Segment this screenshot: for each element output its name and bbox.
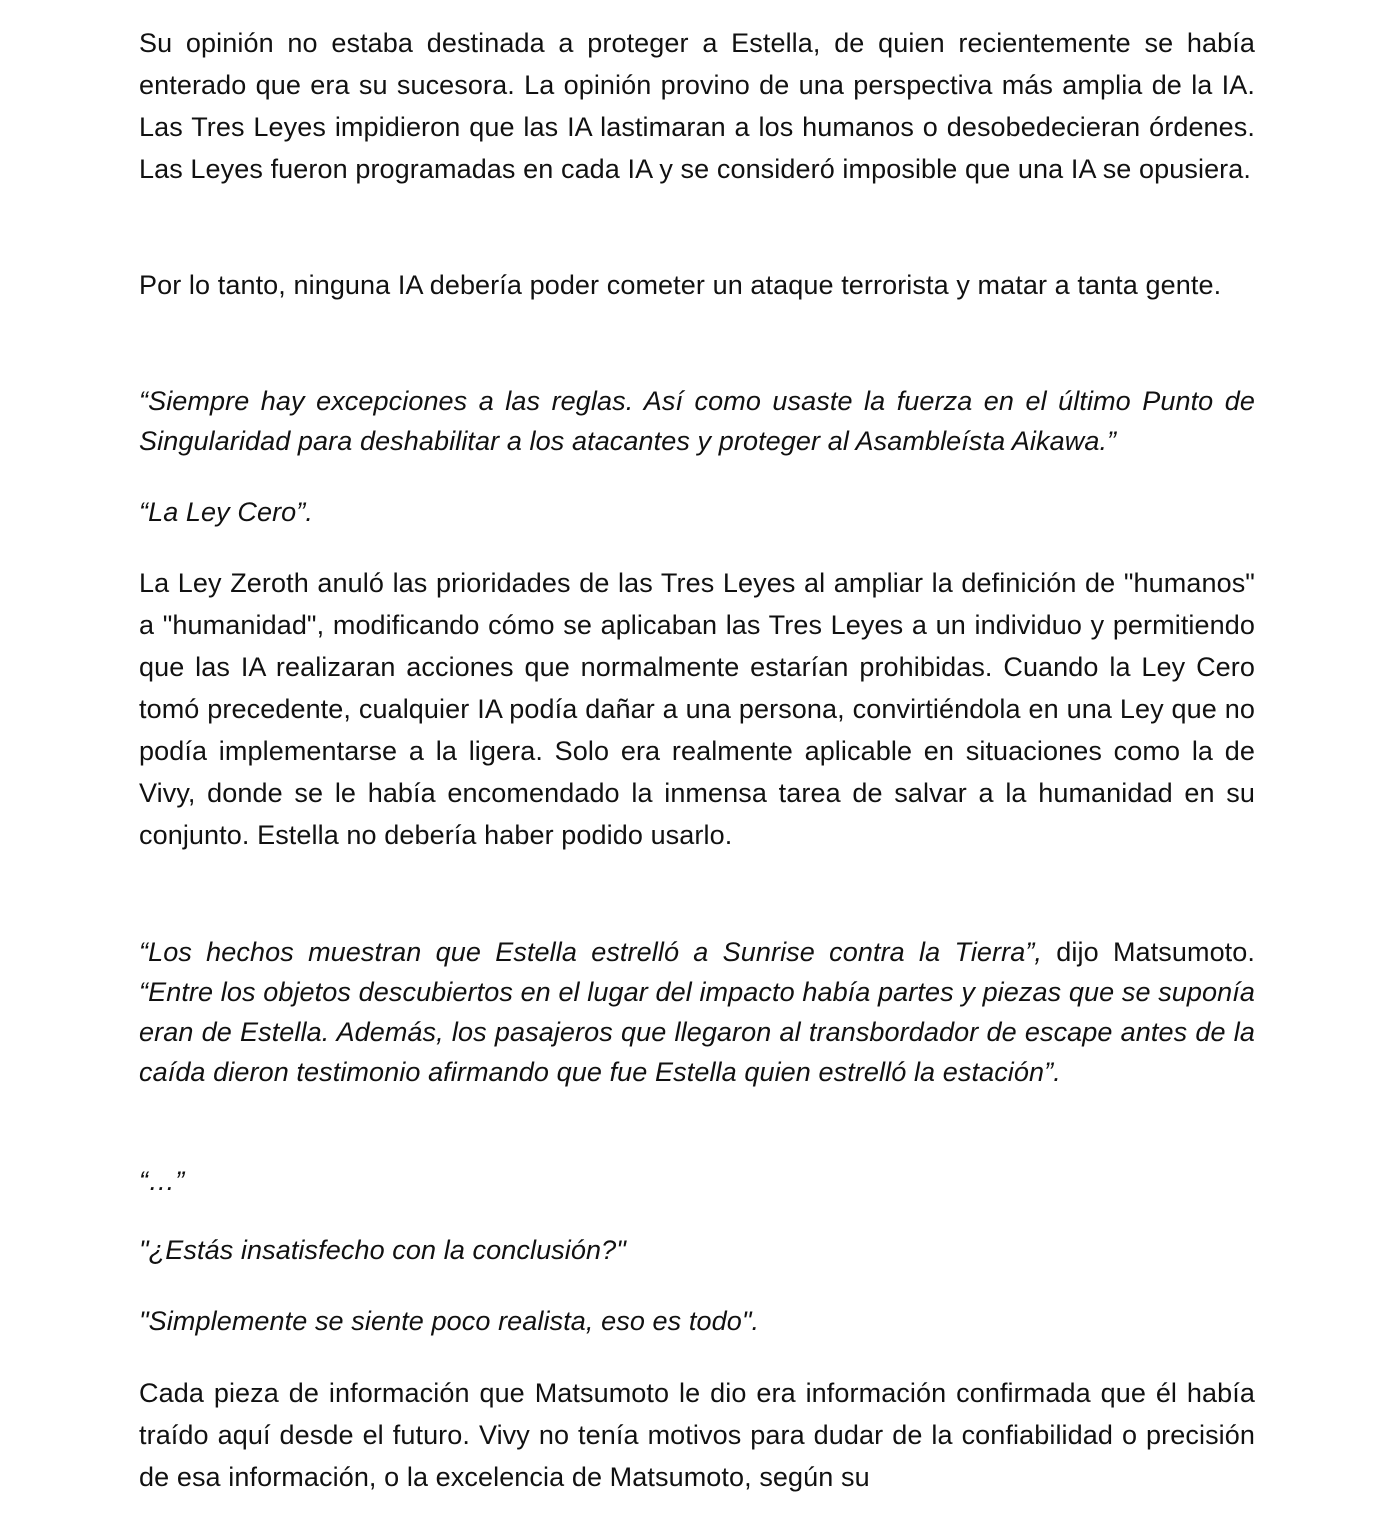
paragraph-1: Su opinión no estaba destinada a proteger a Estella, de quien recientemente se había enterado que era su sucesora. La opinión provino de una perspectiva más amplia de la IA. Las Tres Leyes impidieron que las IA lastimaran a los humanos o desobedecieran órdenes. Las Leyes fueron programadas en cada IA y se consideró imposible que una IA se opusiera. <box>139 28 1255 184</box>
quote-part-2: “Entre los objetos descubiertos en el lugar del impacto había partes y piezas que se suponía eran de Estella. Además, los pasajeros que llegaron al transbordador de escape antes de la caída dieron testimonio afirmando que fue Estella quien estrelló la estación”. <box>139 977 1255 1087</box>
paragraph-3-quote: “Siempre hay excepciones a las reglas. Así como usaste la fuerza en el último Punto de Singularidad para deshabilitar a los atacantes y proteger al Asambleísta Aikawa.” <box>139 386 1255 456</box>
paragraph-8-quote: "¿Estás insatisfecho con la conclusión?" <box>139 1235 626 1265</box>
paragraph-2: Por lo tanto, ninguna IA debería poder cometer un ataque terrorista y matar a tanta gente. <box>139 270 1222 300</box>
paragraph-7-ellipsis: “…” <box>139 1166 185 1196</box>
narration: dijo Matsumoto. <box>1042 937 1256 967</box>
paragraph-6-mixed <box>139 932 1255 1092</box>
quote-part-1: “Los hechos muestran que Estella estrelló a Sunrise contra la Tierra”, <box>139 937 1043 967</box>
paragraph-5: La Ley Zeroth anuló las prioridades de las Tres Leyes al ampliar la definición de "humanos" a "humanidad", modificando cómo se aplicaban las Tres Leyes a un individuo y permitiendo que las IA realizaran acciones que normalmente estarían prohibidas. Cuando la Ley Cero tomó precedente, cualquier IA podía dañar a una persona, convirtiéndola en una Ley que no podía implementarse a la ligera. Solo era realmente aplicable en situaciones como la de Vivy, donde se le había encomendado la inmensa tarea de salvar a la humanidad en su conjunto. Estella no debería haber podido usarlo. <box>139 568 1255 850</box>
paragraph-10: Cada pieza de información que Matsumoto le dio era información confirmada que él había traído aquí desde el futuro. Vivy no tenía motivos para dudar de la confiabilidad o precisión de esa información, o la excelencia de Matsumoto, según su <box>139 1378 1255 1492</box>
paragraph-9-quote: "Simplemente se siente poco realista, eso es todo". <box>139 1306 760 1336</box>
paragraph-4-quote: “La Ley Cero”. <box>139 497 313 527</box>
